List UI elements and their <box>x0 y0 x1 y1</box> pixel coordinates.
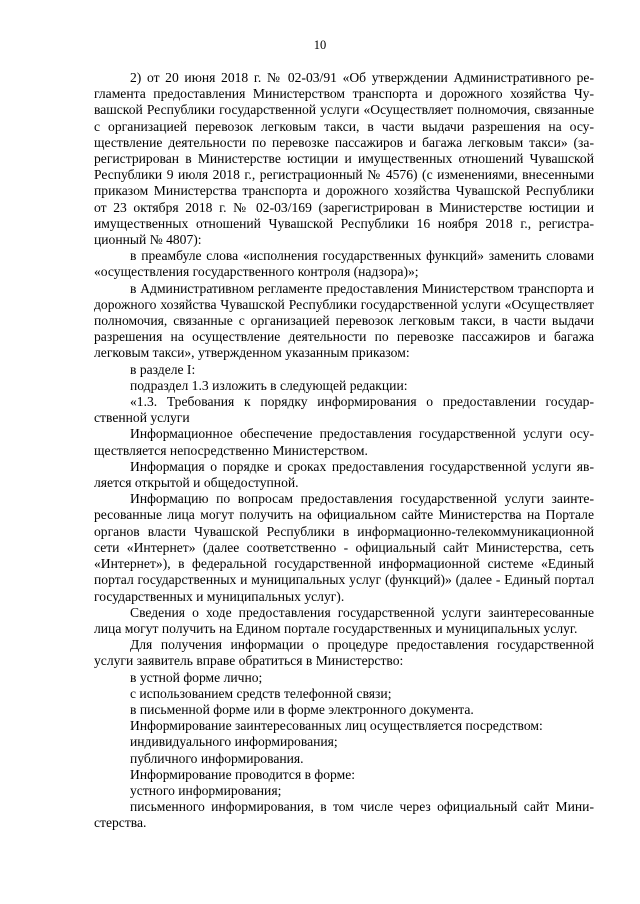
list-item-phone: с использованием средств телефонной связи; <box>130 685 392 701</box>
paragraph-regulation-intro: в Административном регламенте предоставления Министерством транспорта и дорожного хозяйства Чувашской Республики государственной услуги «Осуществляет полномочия, связанные с организацией перевозок легковым такси, в части выдачи разрешения на осуществление деятельности по перевозке пассажиров и багажа легковым такси», утвержденном указанным приказом: <box>94 280 594 361</box>
list-item-written: в письменной форме или в форме электронного документа. <box>130 701 474 717</box>
list-item-oral-informing: устного информирования; <box>130 782 282 798</box>
paragraph-section-i: в разделе I: <box>130 361 196 377</box>
page-number: 10 <box>313 38 327 52</box>
paragraph-info-support: Информационное обеспечение предоставления государственной услуги осуществляется непосредственно Министерством. <box>94 426 594 458</box>
paragraph-informing-form: Информирование проводится в форме: <box>130 766 356 782</box>
paragraph-progress-info: Сведения о ходе предоставления государственной услуги заинтересованные лица могут получить на Едином портале государственных и муниципальных услуг. <box>94 604 594 636</box>
list-item-oral: в устной форме лично; <box>130 669 263 685</box>
paragraph-info-open: Информация о порядке и сроках предоставления государственной услуги является открытой и общедоступной. <box>94 458 594 491</box>
paragraph-subsection-1-3: подраздел 1.3 изложить в следующей редакции: <box>130 377 408 393</box>
paragraph-preamble-change: в преамбуле слова «исполнения государственных функций» заменить словами «осуществления государственного контроля (надзора)»; <box>94 248 594 280</box>
list-item-public: публичного информирования. <box>130 750 304 766</box>
list-item-written-informing: письменного информирования, в том числе через официальный сайт Министерства. <box>94 799 594 831</box>
paragraph-order-amendment-2: 2) от 20 июня 2018 г. № 02-03/91 «Об утверждении Административного регламента предоставления Министерством транспорта и дорожного хозяйства Чувашской Республики государственной услуги «Осуществляет полномочия, связанные с организацией перевозок легковым такси, в части выдачи разрешения на осуществление деятельности по перевозке пассажиров и багажа легковым такси» (зарегистрирован в Министерстве юстиции и имущественных отношений Чувашской Республики 9 июля 2018 г., регистрационный № 4576) (с изменениями, внесенными приказом Министерства транспорта и дорожного хозяйства Чувашской Республики от 23 октября 2018 г. № 02-03/169 (зарегистрирован в Министерстве юстиции и имущественных отношений Чувашской Республики 16 ноября 2018 г., регистрационный № 4807): <box>94 70 594 248</box>
list-item-individual: индивидуального информирования; <box>130 734 338 750</box>
paragraph-requirements-heading: «1.3. Требования к порядку информирования о предоставлении государственной услуги <box>94 394 594 426</box>
paragraph-procedure-info: Для получения информации о процедуре предоставления государственной услуги заявитель вправе обратиться в Министерство: <box>94 637 594 669</box>
paragraph-informing-means: Информирование заинтересованных лиц осуществляется посредством: <box>130 718 543 734</box>
paragraph-info-sources: Информацию по вопросам предоставления государственной услуги заинтересованные лица могут получить на официальном сайте Министерства на Портале органов власти Чувашской Республики в информационно-телекоммуникационной сети «Интернет» (далее соответственно - официальный сайт Министерства, сеть «Интернет»), в федеральной государственной информационной системе «Единый портал государственных и муниципальных услуг (функций)» (далее - Единый портал государственных и муниципальных услуг). <box>94 491 594 604</box>
document-body <box>94 70 594 832</box>
